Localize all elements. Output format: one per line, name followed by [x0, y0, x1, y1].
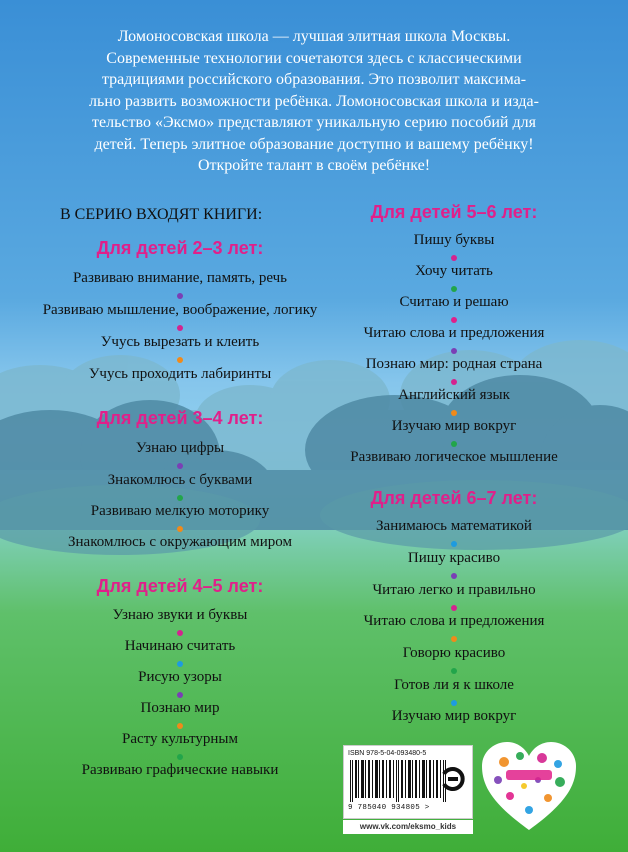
- left-column: [30, 0, 330, 852]
- right-column: [304, 0, 604, 852]
- intro-line: льно развить возможности ребёнка. Ломоносовская школа и изда-: [89, 92, 539, 110]
- book-title: Говорю красиво: [402, 645, 506, 661]
- book-title: Познаю мир: [140, 700, 220, 716]
- book-title: Пишу красиво: [407, 550, 501, 566]
- book-title: Развиваю мелкую моторику: [90, 503, 270, 519]
- bullet-dot-icon: [451, 379, 457, 385]
- bullet-dot-icon: [451, 286, 457, 292]
- vk-link[interactable]: www.vk.com/eksmo_kids: [343, 820, 473, 834]
- intro-line: тельство «Эксмо» представляют уникальную серию пособий для: [92, 114, 536, 131]
- book-title: Рисую узоры: [138, 669, 222, 685]
- bullet-dot-icon: [451, 348, 457, 354]
- age-heading-3-4: Для детей 3–4 лет:: [96, 408, 264, 428]
- book-title: Знакомлюсь с окружающим миром: [68, 534, 292, 550]
- book-title: Изучаю мир вокруг: [391, 418, 517, 434]
- book-title: Расту культурным: [122, 731, 238, 747]
- intro-line: Откройте талант в своём ребёнке!: [197, 157, 431, 174]
- intro-line: Современные технологии сочетаются здесь с классическими: [106, 49, 522, 67]
- age-heading-5-6: Для детей 5–6 лет:: [370, 202, 538, 222]
- barcode-number: 9 785040 934805 >: [348, 804, 430, 812]
- book-title: Развиваю мышление, воображение, логику: [42, 302, 318, 318]
- book-title: Познаю мир: родная страна: [365, 356, 543, 372]
- book-title: Изучаю мир вокруг: [391, 708, 517, 724]
- eksmo-logo-icon: [440, 766, 466, 792]
- book-title: Учусь вырезать и клеить: [100, 334, 260, 350]
- bullet-dot-icon: [177, 495, 183, 501]
- bullet-dot-icon: [451, 636, 457, 642]
- book-title: Пишу буквы: [413, 232, 495, 248]
- series-heading: В СЕРИЮ ВХОДЯТ КНИГИ:: [60, 206, 263, 223]
- bullet-dot-icon: [177, 357, 183, 363]
- bullet-dot-icon: [451, 605, 457, 611]
- bullet-dot-icon: [451, 573, 457, 579]
- bullet-dot-icon: [451, 541, 457, 547]
- book-title: Учусь проходить лабиринты: [88, 366, 272, 382]
- book-title: Читаю легко и правильно: [372, 582, 536, 598]
- intro-line: традициями российского образования. Это позволит максима-: [101, 71, 527, 88]
- intro-line: Ломоносовская школа — лучшая элитная школа Москвы.: [117, 28, 511, 45]
- barcode-icon: [350, 760, 446, 802]
- book-title: Узнаю цифры: [135, 440, 225, 456]
- age-heading-2-3: Для детей 2–3 лет:: [96, 238, 264, 258]
- bullet-dot-icon: [177, 630, 183, 636]
- bullet-dot-icon: [451, 700, 457, 706]
- book-title: Начинаю считать: [124, 638, 236, 654]
- book-title: Хочу читать: [415, 263, 493, 279]
- isbn-number: ISBN 978-5-04-093480-5: [348, 750, 427, 757]
- bullet-dot-icon: [177, 661, 183, 667]
- book-title: Развиваю графические навыки: [81, 762, 279, 778]
- book-title: Готов ли я к школе: [394, 677, 514, 693]
- age-heading-6-7: Для детей 6–7 лет:: [370, 488, 538, 508]
- bullet-dot-icon: [451, 410, 457, 416]
- book-title: Английский язык: [398, 387, 510, 403]
- bullet-dot-icon: [451, 441, 457, 447]
- bullet-dot-icon: [177, 723, 183, 729]
- book-title: Развиваю внимание, память, речь: [72, 270, 288, 286]
- bullet-dot-icon: [451, 255, 457, 261]
- bullet-dot-icon: [177, 325, 183, 331]
- bullet-dot-icon: [451, 668, 457, 674]
- bullet-dot-icon: [177, 754, 183, 760]
- book-title: Читаю слова и предложения: [363, 325, 545, 341]
- book-title: Узнаю звуки и буквы: [112, 607, 248, 623]
- book-title: Считаю и решаю: [399, 294, 509, 310]
- bullet-dot-icon: [177, 293, 183, 299]
- book-title: Знакомлюсь с буквами: [107, 472, 253, 488]
- heart-badge-icon: [480, 740, 578, 834]
- bullet-dot-icon: [177, 526, 183, 532]
- bullet-dot-icon: [451, 317, 457, 323]
- bullet-dot-icon: [177, 463, 183, 469]
- book-title: Занимаюсь математикой: [376, 518, 532, 534]
- intro-line: детей. Теперь элитное образование доступно и вашему ребёнку!: [94, 135, 534, 153]
- bullet-dot-icon: [177, 692, 183, 698]
- book-title: Развиваю логическое мышление: [350, 449, 558, 465]
- age-heading-4-5: Для детей 4–5 лет:: [96, 576, 264, 596]
- book-title: Читаю слова и предложения: [363, 613, 545, 629]
